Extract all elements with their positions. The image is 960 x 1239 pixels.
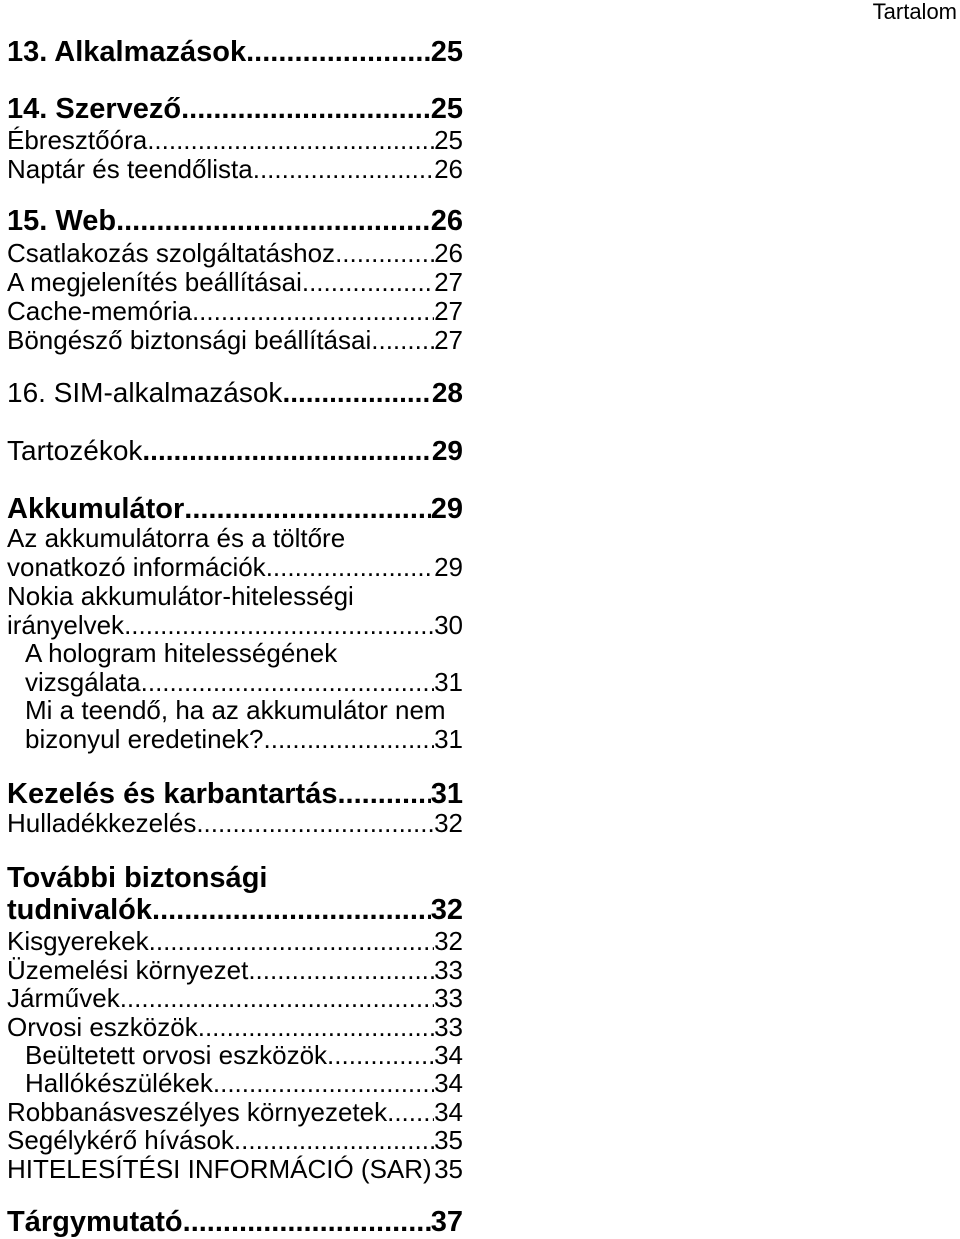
toc-entry-label: Orvosi eszközök (7, 1012, 198, 1042)
toc-entry-label: Hallókészülékek (25, 1068, 213, 1098)
toc-entry-kezeles[interactable] (7, 778, 463, 810)
toc-entry-label: Hulladékkezelés (7, 808, 197, 838)
toc-page-number: 37 (430, 1206, 463, 1238)
toc-entry-label: A megjelenítés beállításai (7, 267, 302, 297)
toc-leader-dots (198, 1012, 434, 1042)
toc-page-number: 34 (434, 1068, 463, 1098)
toc-leader-dots (152, 894, 431, 926)
toc-entry-bongeszo[interactable] (7, 325, 463, 355)
toc-leader-dots (192, 296, 434, 326)
toc-entry-label: irányelvek (7, 610, 125, 640)
toc-leader-dots (371, 325, 434, 355)
toc-entry-label: Csatlakozás szolgáltatáshoz (7, 238, 336, 268)
toc-entry-label: 16. SIM-alkalmazások (7, 377, 283, 408)
toc-page-number: 25 (434, 125, 463, 155)
toc-entry-label: 15. Web (7, 205, 117, 237)
toc-entry-label: Üzemelési környezet (7, 955, 249, 985)
toc-entry-label: 14. Szervező (7, 93, 182, 125)
toc-page-number: 31 (434, 724, 463, 754)
toc-entry-kisgyerekek[interactable] (7, 926, 463, 956)
toc-page-number: 27 (434, 325, 463, 355)
toc-entry-ebresztoora[interactable] (7, 125, 463, 155)
toc-entry-hulladek[interactable] (7, 808, 463, 838)
toc-entry-sar[interactable] (7, 1154, 463, 1184)
toc-page-number: 26 (434, 154, 463, 184)
toc-entry-iranyelvek[interactable] (7, 610, 463, 640)
toc-page-number: 29 (430, 493, 463, 525)
toc-entry-line1: További biztonsági (7, 862, 268, 894)
toc-entry-label: HITELESÍTÉSI INFORMÁCIÓ (SAR) (7, 1154, 432, 1184)
toc-entry-line1: Mi a teendő, ha az akkumulátor nem (25, 695, 446, 725)
toc-page-number: 27 (434, 296, 463, 326)
toc-leader-dots (266, 552, 434, 582)
toc-page-number: 35 (434, 1154, 463, 1184)
toc-entry-label: Cache-memória (7, 296, 192, 326)
toc-page-number: 29 (431, 435, 463, 466)
toc-entry-hallokeszulekek[interactable] (7, 1068, 463, 1098)
toc-leader-dots (337, 778, 430, 810)
toc-entry-alkalmazasok[interactable] (7, 36, 463, 68)
toc-leader-dots (335, 238, 434, 268)
toc-entry-label: Naptár és teendőlista (7, 154, 253, 184)
toc-leader-dots (183, 1206, 431, 1238)
toc-entry-label: Akkumulátor (7, 493, 185, 525)
toc-leader-dots (213, 1068, 434, 1098)
toc-entry-label: Tartozékok (7, 435, 143, 466)
toc-leader-dots (282, 378, 431, 408)
toc-entry-orvosi[interactable] (7, 1012, 463, 1042)
toc-leader-dots (327, 1040, 434, 1070)
toc-page-number: 32 (430, 894, 463, 926)
toc-entry-csatlakozas[interactable] (7, 238, 463, 268)
toc-entry-label: Kisgyerekek (7, 926, 149, 956)
page-header-title: Tartalom (872, 0, 957, 24)
toc-leader-dots (248, 955, 434, 985)
toc-entry-label: Böngésző biztonsági beállításai (7, 325, 372, 355)
toc-leader-dots (116, 205, 431, 237)
toc-leader-dots (149, 926, 434, 956)
toc-entry-beultetett[interactable] (7, 1040, 463, 1070)
toc-entry-label: Ébresztőóra (7, 125, 148, 155)
toc-leader-dots (253, 154, 434, 184)
toc-leader-dots (387, 1097, 434, 1127)
toc-page-number: 33 (434, 983, 463, 1013)
toc-leader-dots (142, 436, 431, 466)
toc-entry-tudnivalok[interactable] (7, 894, 463, 926)
toc-entry-label: Tárgymutató (7, 1206, 183, 1238)
toc-leader-dots (141, 667, 434, 697)
toc-entry-naptar[interactable] (7, 154, 463, 184)
toc-page-number: 26 (434, 238, 463, 268)
toc-entry-line1: A hologram hitelességének (25, 638, 338, 668)
toc-leader-dots (120, 983, 434, 1013)
toc-entry-tartozekok[interactable] (7, 436, 463, 466)
toc-page-number: 29 (434, 552, 463, 582)
toc-page-number: 28 (431, 377, 463, 408)
toc-entry-szervezo[interactable] (7, 93, 463, 125)
toc-entry-label: Kezelés és karbantartás (7, 778, 338, 810)
toc-entry-hologram[interactable] (7, 667, 463, 697)
toc-leader-dots (234, 1125, 434, 1155)
toc-page-number: 25 (430, 36, 463, 68)
toc-page-number: 34 (434, 1097, 463, 1127)
toc-leader-dots (264, 724, 435, 754)
toc-leader-dots (246, 36, 431, 68)
toc-page-number: 33 (434, 955, 463, 985)
toc-entry-akku-info[interactable] (7, 552, 463, 582)
toc-leader-dots (147, 125, 434, 155)
toc-page-number: 31 (434, 667, 463, 697)
toc-entry-label: bizonyul eredetinek? (25, 724, 264, 754)
toc-page-number: 34 (434, 1040, 463, 1070)
toc-entry-line1: Az akkumulátorra és a töltőre (7, 523, 346, 553)
toc-entry-megjelenites[interactable] (7, 267, 463, 297)
toc-entry-label: Beültetett orvosi eszközök (25, 1040, 328, 1070)
toc-page-number: 35 (434, 1125, 463, 1155)
toc-leader-dots (196, 808, 434, 838)
toc-entry-label: Járművek (7, 983, 120, 1013)
toc-entry-label: tudnivalók (7, 894, 153, 926)
toc-entry-segelykero[interactable] (7, 1125, 463, 1155)
toc-page-number: 25 (430, 93, 463, 125)
toc-entry-line1: Nokia akkumulátor-hitelességi (7, 581, 354, 611)
toc-page-number: 32 (434, 808, 463, 838)
toc-entry-mi-a-teendo[interactable] (7, 724, 463, 754)
toc-leader-dots (184, 493, 430, 525)
toc-leader-dots (181, 93, 431, 125)
toc-entry-uzemelesi[interactable] (7, 955, 463, 985)
toc-entry-targymutato[interactable] (7, 1206, 463, 1238)
toc-entry-label: vonatkozó információk (7, 552, 266, 582)
toc-entry-jarmuvek[interactable] (7, 983, 463, 1013)
toc-page-number: 26 (430, 205, 463, 237)
toc-entry-label: 13. Alkalmazások (7, 36, 247, 68)
toc-entry-robbanas[interactable] (7, 1097, 463, 1127)
toc-leader-dots (124, 610, 434, 640)
toc-page-number: 30 (434, 610, 463, 640)
toc-entry-web[interactable] (7, 205, 463, 237)
toc-entry-sim[interactable] (7, 378, 463, 408)
toc-page-number: 27 (434, 267, 463, 297)
toc-entry-label: vizsgálata (25, 667, 141, 697)
toc-entry-cache[interactable] (7, 296, 463, 326)
toc-entry-label: Robbanásveszélyes környezetek (7, 1097, 388, 1127)
toc-page-number: 33 (434, 1012, 463, 1042)
toc-leader-dots (302, 267, 434, 297)
toc-entry-label: Segélykérő hívások (7, 1125, 234, 1155)
toc-entry-akkumulator[interactable] (7, 493, 463, 525)
toc-page-number: 32 (434, 926, 463, 956)
toc-page-number: 31 (430, 778, 463, 810)
